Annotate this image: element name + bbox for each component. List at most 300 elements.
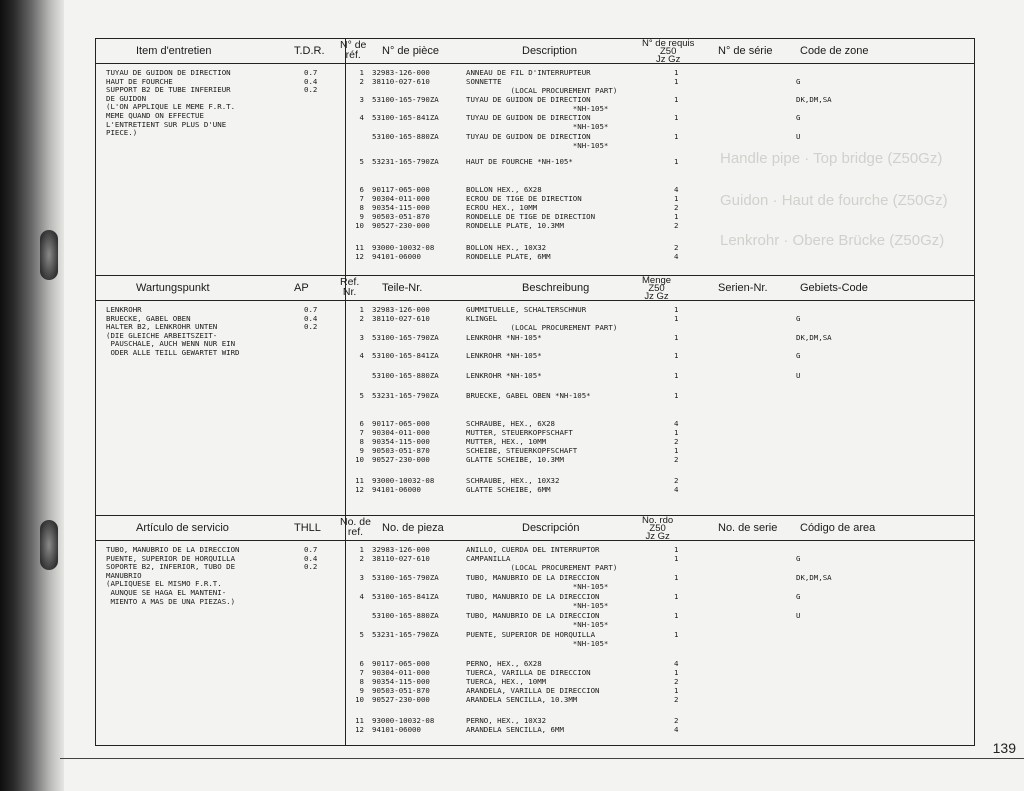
ref-number: 7 <box>359 668 364 677</box>
header-quantity-line: Jz Gz <box>644 291 669 302</box>
quantity: 2 <box>674 677 679 686</box>
bleed-through-text: Guidon · Haut de fourche (Z50Gz) <box>720 192 948 209</box>
part-description: HAUT DE FOURCHE *NH-105* <box>466 157 573 166</box>
part-number: 90503-051-870 <box>372 212 430 221</box>
quantity: 1 <box>674 314 679 323</box>
quantity: 1 <box>674 611 679 620</box>
part-description: BRUECKE, GABEL OBEN *NH-105* <box>466 391 591 400</box>
quantity: 1 <box>674 573 679 582</box>
maintenance-line: TUYAU DE GUIDON DE DIRECTION <box>106 68 231 77</box>
ref-number: 3 <box>359 95 364 104</box>
parts-table <box>95 38 975 746</box>
header-labor-label: AP <box>294 282 309 294</box>
part-description: RONDELLE DE TIGE DE DIRECTION <box>466 212 596 221</box>
ref-number: 12 <box>355 485 364 494</box>
part-description: ANILLO, CUERDA DEL INTERRUPTOR <box>466 545 600 554</box>
maintenance-line: (DIE GLEICHE ARBEITSZEIT- <box>106 330 218 340</box>
part-description: SCHRAUBE, HEX., 10X32 <box>466 476 560 485</box>
header-quantity-label <box>642 40 694 64</box>
header-item-label: Wartungspunkt <box>136 282 210 294</box>
maintenance-line: DE GUIDON <box>106 93 147 103</box>
quantity: 1 <box>674 333 679 342</box>
maintenance-line: HALTER B2, LENKROHR UNTEN <box>106 322 218 332</box>
table-section <box>96 275 974 516</box>
maintenance-line: LENKROHR <box>106 305 142 314</box>
part-description: TUERCA, HEX., 10MM <box>466 677 547 686</box>
quantity: 1 <box>674 592 679 601</box>
header-quantity-label <box>642 277 671 301</box>
quantity: 1 <box>674 132 679 141</box>
maintenance-line: AUNQUE SE HAGA EL MANTENI- <box>106 587 227 597</box>
quantity: 4 <box>674 725 679 734</box>
ref-number: 9 <box>359 686 364 695</box>
maintenance-line: TUBO, MANUBRIO DE LA DIRECCION <box>106 545 240 554</box>
ref-number: 2 <box>359 77 364 86</box>
quantity: 2 <box>674 476 679 485</box>
part-number: 38110-027-610 <box>372 314 430 323</box>
part-description: GUMMITUELLE, SCHALTERSCHNUR <box>466 305 587 314</box>
maintenance-line: MEME QUAND ON EFFECTUE <box>106 110 204 120</box>
part-number: 53231-165-790ZA <box>372 630 439 639</box>
quantity: 1 <box>674 686 679 695</box>
ref-number: 7 <box>359 194 364 203</box>
binder-hole <box>40 520 58 570</box>
part-description: SCHEIBE, STEUERKOPFSCHAFT <box>466 446 578 455</box>
maintenance-line: MANUBRIO <box>106 570 142 580</box>
header-zone-label: Código de area <box>800 522 876 534</box>
quantity: 2 <box>674 203 679 212</box>
part-description: PERNO, HEX., 6X28 <box>466 659 542 668</box>
maintenance-item-text <box>106 69 296 138</box>
part-number: 90527-230-000 <box>372 695 430 704</box>
ref-number: 3 <box>359 573 364 582</box>
part-row <box>348 352 958 361</box>
header-description-label: Description <box>522 45 578 57</box>
part-row <box>348 253 958 262</box>
zone-code: G <box>796 77 801 86</box>
part-row <box>348 555 958 564</box>
quantity: 1 <box>674 446 679 455</box>
part-number: 90503-051-870 <box>372 446 430 455</box>
part-row <box>348 660 958 669</box>
ref-number: 11 <box>355 476 364 485</box>
zone-code: G <box>796 113 801 122</box>
part-description: MUTTER, HEX., 10MM <box>466 437 547 446</box>
ref-number: 1 <box>359 305 364 314</box>
labor-time: 0.4 <box>304 313 318 323</box>
part-row <box>348 546 958 555</box>
section-header <box>96 516 974 541</box>
quantity: 2 <box>674 221 679 230</box>
part-description: SONNETTE <box>466 77 502 86</box>
quantity: 1 <box>674 113 679 122</box>
column-divider <box>345 276 346 516</box>
part-number: 90527-230-000 <box>372 221 430 230</box>
part-row <box>348 142 958 151</box>
part-number: 53100-165-841ZA <box>372 592 439 601</box>
part-number: 94101-06000 <box>372 485 421 494</box>
part-number: 53100-165-841ZA <box>372 351 439 360</box>
part-description: GLATTE SCHEIBE, 6MM <box>466 485 551 494</box>
quantity: 2 <box>674 695 679 704</box>
part-row <box>348 315 958 324</box>
header-item-label: Item d'entretien <box>136 45 212 57</box>
part-row <box>348 96 958 105</box>
part-number: 90354-115-000 <box>372 203 430 212</box>
part-description: BOLLON HEX., 6X28 <box>466 185 542 194</box>
part-row <box>348 696 958 705</box>
quantity: 4 <box>674 252 679 261</box>
ref-number: 10 <box>355 695 364 704</box>
labor-time-values <box>304 69 317 95</box>
ref-number: 9 <box>359 446 364 455</box>
part-row <box>348 222 958 231</box>
zone-code: U <box>796 611 801 620</box>
part-row <box>348 334 958 343</box>
part-description: *NH-105* <box>466 582 609 591</box>
maintenance-item-text <box>106 306 296 358</box>
labor-time: 0.4 <box>304 76 318 86</box>
part-description: *NH-105* <box>466 639 609 648</box>
book-binding <box>0 0 64 791</box>
maintenance-line: L'ENTRETIENT SUR PLUS D'UNE <box>106 119 227 129</box>
part-row <box>348 420 958 429</box>
part-description: TUBO, MANUBRIO DE LA DIRECCION <box>466 611 600 620</box>
part-row <box>348 602 958 611</box>
ref-number: 7 <box>359 428 364 437</box>
ref-number: 11 <box>355 716 364 725</box>
header-ref-line: réf. <box>345 49 361 61</box>
part-description: ARANDELA SENCILLA, 10.3MM <box>466 695 578 704</box>
part-number: 90527-230-000 <box>372 455 430 464</box>
ref-number: 10 <box>355 455 364 464</box>
part-number: 90304-011-000 <box>372 194 430 203</box>
part-row <box>348 438 958 447</box>
header-ref-label <box>340 40 366 60</box>
bleed-through-text: Handle pipe · Top bridge (Z50Gz) <box>720 150 943 167</box>
ref-number: 1 <box>359 68 364 77</box>
part-description: TUBO, MANUBRIO DE LA DIRECCION <box>466 573 600 582</box>
header-ref-line: No. de <box>340 516 371 528</box>
ref-number: 6 <box>359 185 364 194</box>
header-ref-line: N° de <box>340 39 367 51</box>
quantity: 1 <box>674 77 679 86</box>
part-number: 90304-011-000 <box>372 668 430 677</box>
ref-number: 5 <box>359 630 364 639</box>
part-row <box>348 621 958 630</box>
part-row <box>348 87 958 96</box>
maintenance-line: PAUSCHALE, AUCH WENN NUR EIN <box>106 339 236 349</box>
part-description: ARANDELA SENCILLA, 6MM <box>466 725 564 734</box>
maintenance-line: HAUT DE FOURCHE <box>106 76 173 86</box>
labor-time: 0.7 <box>304 545 318 554</box>
part-number: 93000-10032-08 <box>372 476 435 485</box>
quantity: 1 <box>674 68 679 77</box>
part-number: 53231-165-790ZA <box>372 391 439 400</box>
part-row <box>348 612 958 621</box>
maintenance-item-text <box>106 546 296 606</box>
part-number: 90354-115-000 <box>372 677 430 686</box>
table-section <box>96 515 974 746</box>
section-header <box>96 39 974 64</box>
ref-number: 2 <box>359 554 364 563</box>
ref-number: 10 <box>355 221 364 230</box>
part-description: ECROU HEX., 10MM <box>466 203 538 212</box>
part-description: *NH-105* <box>466 104 609 113</box>
part-number: 94101-06000 <box>372 725 421 734</box>
quantity: 2 <box>674 243 679 252</box>
ref-number: 2 <box>359 314 364 323</box>
page-number: 139 <box>992 740 1016 756</box>
zone-code: DK,DM,SA <box>796 95 832 104</box>
labor-time-values <box>304 546 317 572</box>
header-ref-line: ref. <box>347 526 364 538</box>
quantity: 1 <box>674 351 679 360</box>
ref-number: 3 <box>359 333 364 342</box>
part-number: 38110-027-610 <box>372 77 430 86</box>
quantity: 1 <box>674 554 679 563</box>
ref-number: 6 <box>359 659 364 668</box>
part-description: SCHRAUBE, HEX., 6X28 <box>466 419 555 428</box>
header-item-label: Artículo de servicio <box>136 522 229 534</box>
part-row <box>348 583 958 592</box>
ref-number: 11 <box>355 243 364 252</box>
part-description: CAMPANILLA <box>466 554 511 563</box>
part-number: 53100-165-880ZA <box>372 132 439 141</box>
part-number: 90503-051-870 <box>372 686 430 695</box>
part-row <box>348 186 958 195</box>
part-number: 90117-065-000 <box>372 419 430 428</box>
part-description: ECROU DE TIGE DE DIRECTION <box>466 194 582 203</box>
ref-number: 4 <box>359 351 364 360</box>
header-ref-label <box>340 277 359 297</box>
part-row <box>348 324 958 333</box>
part-description: LENKROHR *NH-105* <box>466 371 542 380</box>
zone-code: U <box>796 132 801 141</box>
part-row <box>348 687 958 696</box>
ref-number: 8 <box>359 677 364 686</box>
part-row <box>348 593 958 602</box>
maintenance-line: (L'ON APPLIQUE LE MEME F.R.T. <box>106 102 236 112</box>
part-description: *NH-105* <box>466 601 609 610</box>
part-number: 53100-165-790ZA <box>372 573 439 582</box>
part-row <box>348 678 958 687</box>
maintenance-line: ODER ALLE TEILL GEWARTET WIRD <box>106 347 240 357</box>
maintenance-line: PIECE.) <box>106 128 138 138</box>
part-description: RONDELLE PLATE, 10.3MM <box>466 221 564 230</box>
part-number: 53100-165-880ZA <box>372 611 439 620</box>
zone-code: DK,DM,SA <box>796 573 832 582</box>
part-description: *NH-105* <box>466 122 609 131</box>
quantity: 1 <box>674 95 679 104</box>
part-row <box>348 717 958 726</box>
part-description: (LOCAL PROCUREMENT PART) <box>466 563 618 572</box>
ref-number: 5 <box>359 157 364 166</box>
quantity: 1 <box>674 428 679 437</box>
part-description: TUYAU DE GUIDON DE DIRECTION <box>466 132 591 141</box>
binder-hole <box>40 230 58 280</box>
labor-time: 0.7 <box>304 305 318 314</box>
part-row <box>348 78 958 87</box>
part-number: 32983-126-000 <box>372 545 430 554</box>
table-section <box>96 39 974 275</box>
header-quantity-line: Z50 <box>649 523 666 534</box>
quantity: 1 <box>674 212 679 221</box>
maintenance-line: (APLIQUESE EL MISMO F.R.T. <box>106 579 222 589</box>
part-row <box>348 486 958 495</box>
quantity: 4 <box>674 485 679 494</box>
part-number: 53231-165-790ZA <box>372 157 439 166</box>
part-description: RONDELLE PLATE, 6MM <box>466 252 551 261</box>
part-description: TUBO, MANUBRIO DE LA DIRECCION <box>466 592 600 601</box>
part-row <box>348 456 958 465</box>
part-description: TUERCA, VARILLA DE DIRECCION <box>466 668 591 677</box>
header-zone-label: Gebiets-Code <box>800 282 868 294</box>
quantity: 2 <box>674 437 679 446</box>
part-row <box>348 133 958 142</box>
part-description: LENKROHR *NH-105* <box>466 333 542 342</box>
header-quantity-line: Menge <box>642 275 672 286</box>
zone-code: DK,DM,SA <box>796 333 832 342</box>
part-description: (LOCAL PROCUREMENT PART) <box>466 86 618 95</box>
maintenance-line: SOPORTE B2, INFERIOR, TUBO DE <box>106 562 236 572</box>
maintenance-line: BRUECKE, GABEL OBEN <box>106 313 191 323</box>
part-number: 93000-10032-08 <box>372 243 435 252</box>
header-serial-label: N° de série <box>718 45 773 57</box>
header-quantity-line: N° de requis <box>642 38 695 49</box>
zone-code: G <box>796 351 801 360</box>
part-row <box>348 726 958 735</box>
part-row <box>348 392 958 401</box>
quantity: 1 <box>674 545 679 554</box>
ref-number: 4 <box>359 113 364 122</box>
header-ref-line: Nr. <box>342 286 357 298</box>
part-row <box>348 631 958 640</box>
zone-code: G <box>796 554 801 563</box>
ref-number: 1 <box>359 545 364 554</box>
part-row <box>348 429 958 438</box>
ref-number: 12 <box>355 725 364 734</box>
part-row <box>348 158 958 167</box>
part-description: ANNEAU DE FIL D'INTERRUPTEUR <box>466 68 591 77</box>
header-quantity-line: Jz Gz <box>645 531 670 542</box>
part-row <box>348 306 958 315</box>
part-number: 90117-065-000 <box>372 659 430 668</box>
part-number: 90117-065-000 <box>372 185 430 194</box>
header-description-label: Beschreibung <box>522 282 590 294</box>
quantity: 1 <box>674 668 679 677</box>
part-row <box>348 372 958 381</box>
zone-code: G <box>796 314 801 323</box>
ref-number: 8 <box>359 437 364 446</box>
header-labor-label: T.D.R. <box>294 45 325 57</box>
bleed-through-text: Lenkrohr · Obere Brücke (Z50Gz) <box>720 232 945 249</box>
header-labor-label: THLL <box>294 522 321 534</box>
part-row <box>348 204 958 213</box>
part-row <box>348 69 958 78</box>
part-description: GLATTE SCHEIBE, 10.3MM <box>466 455 564 464</box>
column-divider <box>345 39 346 275</box>
part-number: 53100-165-790ZA <box>372 95 439 104</box>
labor-time: 0.2 <box>304 562 318 572</box>
header-quantity-line: Jz Gz <box>656 54 681 65</box>
part-row <box>348 123 958 132</box>
header-quantity-line: Z50 <box>660 46 677 57</box>
part-description: MUTTER, STEUERKOPFSCHAFT <box>466 428 573 437</box>
header-part-label: Teile-Nr. <box>382 282 423 294</box>
part-description: KLINGEL <box>466 314 498 323</box>
part-row <box>348 114 958 123</box>
part-number: 53100-165-841ZA <box>372 113 439 122</box>
part-description: PUENTE, SUPERIOR DE HORQUILLA <box>466 630 596 639</box>
part-row <box>348 213 958 222</box>
part-description: LENKROHR *NH-105* <box>466 351 542 360</box>
part-description: TUYAU DE GUIDON DE DIRECTION <box>466 113 591 122</box>
header-part-label: No. de pieza <box>382 522 444 534</box>
ref-number: 9 <box>359 212 364 221</box>
part-description: TUYAU DE GUIDON DE DIRECTION <box>466 95 591 104</box>
header-serial-label: Serien-Nr. <box>718 282 768 294</box>
quantity: 1 <box>674 305 679 314</box>
labor-time: 0.2 <box>304 85 318 95</box>
ref-number: 6 <box>359 419 364 428</box>
maintenance-line: SUPPORT B2 DE TUBE INFERIEUR <box>106 85 231 95</box>
header-quantity-label <box>642 517 673 541</box>
part-row <box>348 477 958 486</box>
part-row <box>348 105 958 114</box>
maintenance-line: MIENTO A MAS DE UNA PIEZAS.) <box>106 596 236 606</box>
part-number: 90304-011-000 <box>372 428 430 437</box>
maintenance-line: PUENTE, SUPERIOR DE HORQUILLA <box>106 553 236 563</box>
ref-number: 4 <box>359 592 364 601</box>
header-description-label: Descripción <box>522 522 580 534</box>
quantity: 4 <box>674 659 679 668</box>
part-description: ARANDELA, VARILLA DE DIRECCION <box>466 686 600 695</box>
part-description: BOLLON HEX., 10X32 <box>466 243 547 252</box>
part-description: PERNO, HEX., 10X32 <box>466 716 547 725</box>
labor-time-values <box>304 306 317 332</box>
labor-time: 0.4 <box>304 553 318 563</box>
part-row <box>348 574 958 583</box>
part-description: *NH-105* <box>466 620 609 629</box>
part-row <box>348 244 958 253</box>
part-description: (LOCAL PROCUREMENT PART) <box>466 323 618 332</box>
labor-time: 0.7 <box>304 68 318 77</box>
part-number: 90354-115-000 <box>372 437 430 446</box>
page-bottom-rule <box>60 758 1024 759</box>
quantity: 2 <box>674 455 679 464</box>
header-quantity-line: Z50 <box>648 283 665 294</box>
part-description: *NH-105* <box>466 141 609 150</box>
quantity: 2 <box>674 716 679 725</box>
part-number: 32983-126-000 <box>372 305 430 314</box>
ref-number: 5 <box>359 391 364 400</box>
part-row <box>348 195 958 204</box>
zone-code: U <box>796 371 801 380</box>
quantity: 1 <box>674 194 679 203</box>
quantity: 4 <box>674 185 679 194</box>
part-row <box>348 669 958 678</box>
header-part-label: N° de pièce <box>382 45 439 57</box>
quantity: 1 <box>674 157 679 166</box>
part-number: 32983-126-000 <box>372 68 430 77</box>
quantity: 4 <box>674 419 679 428</box>
header-serial-label: No. de serie <box>718 522 778 534</box>
part-number: 94101-06000 <box>372 252 421 261</box>
part-number: 93000-10032-08 <box>372 716 435 725</box>
ref-number: 8 <box>359 203 364 212</box>
quantity: 1 <box>674 630 679 639</box>
